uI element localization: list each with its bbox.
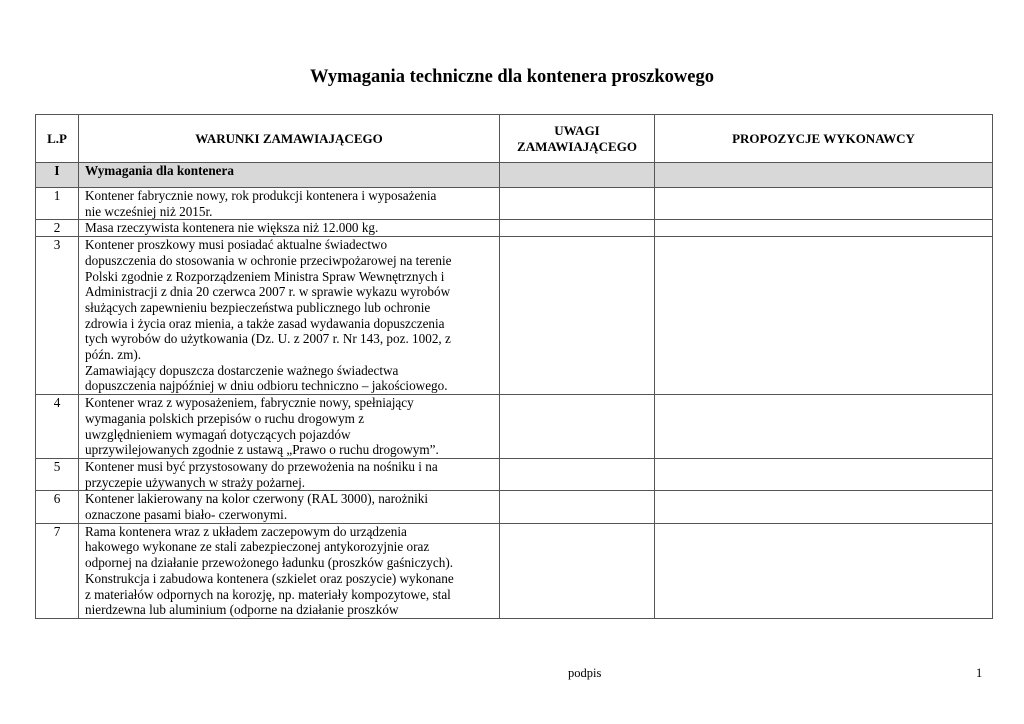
table-row xyxy=(36,237,993,395)
row-lp: 5 xyxy=(36,458,79,490)
header-lp: L.P xyxy=(36,115,79,163)
row-lp: 2 xyxy=(36,220,79,237)
row-proposals-cell[interactable] xyxy=(655,220,993,237)
row-condition-text: Kontener wraz z wyposażeniem, fabrycznie nowy, spełniający wymagania polskich przepisów o ruchu drogowym z uwzględnieniem wymagań dotyczących pojazdów uprzywilejowanych zgodnie z ustawą „Prawo o ruchu drogowym”. xyxy=(79,395,500,459)
row-condition-text: Kontener lakierowany na kolor czerwony (RAL 3000), narożniki oznaczone pasami biało- czerwonymi. xyxy=(79,491,500,523)
section-proposals-cell xyxy=(655,163,993,188)
row-condition-text: Masa rzeczywista kontenera nie większa niż 12.000 kg. xyxy=(79,220,500,237)
row-proposals-cell[interactable] xyxy=(655,237,993,395)
table-row xyxy=(36,395,993,459)
page-number: 1 xyxy=(976,666,983,680)
table-row xyxy=(36,458,993,490)
row-remarks-cell[interactable] xyxy=(500,395,655,459)
header-conditions: WARUNKI ZAMAWIAJĄCEGO xyxy=(79,115,500,163)
section-number: I xyxy=(36,163,79,188)
header-proposals: PROPOZYCJE WYKONAWCY xyxy=(655,115,993,163)
row-lp: 4 xyxy=(36,395,79,459)
requirements-table xyxy=(35,114,993,619)
section-remarks-cell xyxy=(500,163,655,188)
table-row xyxy=(36,188,993,220)
row-condition-text: Kontener fabrycznie nowy, rok produkcji kontenera i wyposażenia nie wcześniej niż 2015r. xyxy=(79,188,500,220)
table-row xyxy=(36,523,993,618)
row-remarks-cell[interactable] xyxy=(500,491,655,523)
row-remarks-cell[interactable] xyxy=(500,188,655,220)
table-header-row xyxy=(36,115,993,163)
table-row xyxy=(36,491,993,523)
page-title: Wymagania techniczne dla kontenera proszkowego xyxy=(310,67,714,87)
row-proposals-cell[interactable] xyxy=(655,523,993,618)
row-proposals-cell[interactable] xyxy=(655,491,993,523)
section-row xyxy=(36,163,993,188)
row-proposals-cell[interactable] xyxy=(655,188,993,220)
signature-label: podpis xyxy=(568,666,602,680)
row-lp: 6 xyxy=(36,491,79,523)
row-lp: 7 xyxy=(36,523,79,618)
row-proposals-cell[interactable] xyxy=(655,395,993,459)
row-remarks-cell[interactable] xyxy=(500,523,655,618)
header-remarks: UWAGI ZAMAWIAJĄCEGO xyxy=(500,115,655,163)
row-condition-text: Kontener musi być przystosowany do przewożenia na nośniku i na przyczepie używanych w straży pożarnej. xyxy=(79,458,500,490)
row-condition-text: Rama kontenera wraz z układem zaczepowym do urządzenia hakowego wykonane ze stali zabezpieczonej antykorozyjnie oraz odpornej na działanie przewożonego ładunku (proszków gaśniczych). Konstrukcja i zabudowa kontenera (szkielet oraz poszycie) wykonane z materiałów odpornych na korozję, np. materiały kompozytowe, stal nierdzewna lub aluminium (odporne na działanie proszków xyxy=(79,523,500,618)
row-remarks-cell[interactable] xyxy=(500,220,655,237)
row-lp: 1 xyxy=(36,188,79,220)
section-title: Wymagania dla kontenera xyxy=(79,163,500,188)
row-proposals-cell[interactable] xyxy=(655,458,993,490)
row-condition-text: Kontener proszkowy musi posiadać aktualne świadectwo dopuszczenia do stosowania w ochronie przeciwpożarowej na terenie Polski zgodnie z Rozporządzeniem Ministra Spraw Wewnętrznych i Administracji z dnia 20 czerwca 2007 r. w sprawie wykazu wyrobów służących zapewnieniu bezpieczeństwa publicznego lub ochronie zdrowia i życia oraz mienia, a także zasad wydawania dopuszczenia tych wyrobów do użytkowania (Dz. U. z 2007 r. Nr 143, poz. 1002, z późn. zm). Zamawiający dopuszcza dostarczenie ważnego świadectwa dopuszczenia najpóźniej w dniu odbioru techniczno – jakościowego. xyxy=(79,237,500,395)
row-remarks-cell[interactable] xyxy=(500,237,655,395)
table-row xyxy=(36,220,993,237)
row-remarks-cell[interactable] xyxy=(500,458,655,490)
row-lp: 3 xyxy=(36,237,79,395)
